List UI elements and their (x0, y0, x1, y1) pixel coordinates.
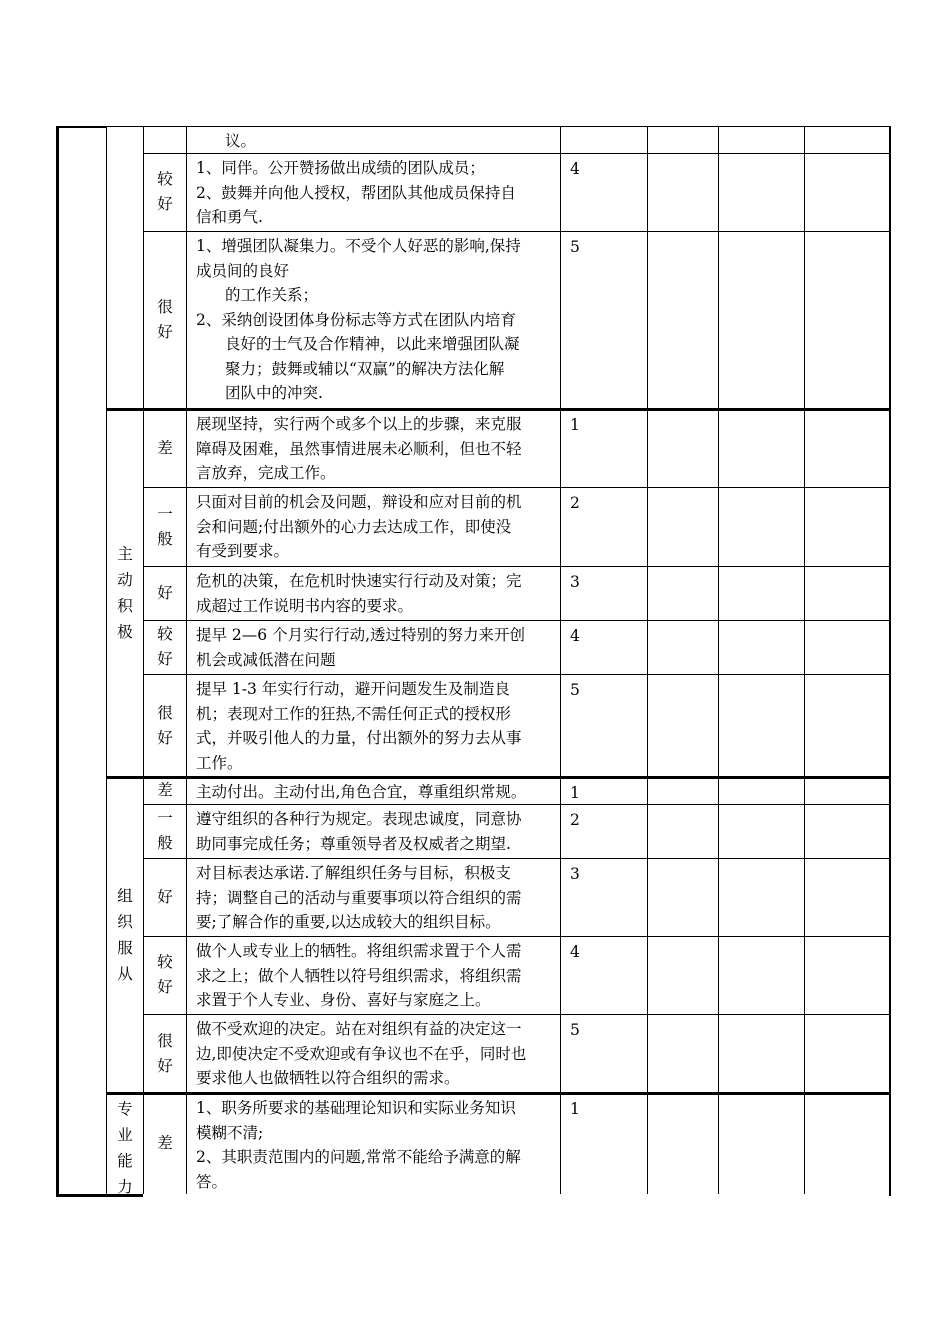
criteria-line: 障碍及困难，虽然事情进展未必顺利，但也不轻 (196, 439, 522, 458)
category-char: 业 (117, 1126, 133, 1144)
level-label: 好 (157, 888, 173, 906)
criteria-line: 模糊不清; (196, 1123, 264, 1142)
row-divider (143, 620, 889, 621)
category-label (107, 1096, 143, 1200)
criteria-line: 对目标表达承诺.了解组织任务与目标，积极支 (196, 864, 511, 882)
criteria-line: 会和问题;付出额外的心力去达成工作，即使没 (196, 517, 512, 536)
criteria-line: 良好的士气及合作精神，以此来增强团队凝 (225, 335, 520, 353)
level-label: 较好 (157, 170, 173, 213)
criteria-line: 遵守组织的各种行为规定。表现忠诚度，同意协 (196, 810, 522, 828)
section-divider (106, 776, 891, 779)
criteria-text (196, 156, 558, 230)
criteria-line: 的工作关系； (225, 286, 319, 304)
score-value: 3 (570, 573, 580, 591)
column-divider (718, 126, 719, 1194)
row-divider (143, 858, 889, 859)
criteria-line: 1、同伴。公开赞扬做出成绩的团队成员； (196, 159, 485, 177)
category-char: 极 (117, 623, 133, 641)
score-value: 5 (570, 1021, 580, 1039)
criteria-line: 要;了解合作的重要,以达成较大的组织目标。 (196, 913, 501, 931)
level-label: 很好 (157, 1032, 173, 1075)
criteria-line: 2、其职责范围内的问题,常常不能给予满意的解 (196, 1148, 521, 1166)
column-divider (186, 126, 187, 1194)
criteria-line: 2、鼓舞并向他人授权，帮团队其他成员保持自 (196, 183, 516, 202)
table-right-border (889, 126, 891, 1196)
score-value: 1 (570, 1100, 580, 1118)
category-char: 能 (117, 1152, 133, 1170)
criteria-line: 2、采纳创设团体身份标志等方式在团队内培育 (196, 310, 516, 329)
column-divider (560, 126, 561, 1194)
level-label: 很好 (157, 298, 173, 341)
criteria-text (196, 490, 558, 564)
criteria-line: 机会或减低潜在问题 (196, 650, 336, 669)
level-label: 一般 (157, 809, 173, 852)
category-char: 服 (117, 939, 133, 957)
table-left-border (56, 126, 59, 1197)
criteria-line: 式，并吸引他人的力量，付出额外的努力去从事 (196, 729, 522, 747)
criteria-line: 提早 1-3 年实行行动，避开问题发生及制造良 (196, 680, 510, 698)
criteria-line: 机；表现对工作的狂热,不需任何正式的授权形 (196, 704, 511, 723)
score-value: 4 (570, 160, 580, 178)
score-value: 5 (570, 238, 580, 256)
category-char: 积 (117, 597, 133, 615)
category-char: 动 (117, 571, 133, 589)
criteria-line: 助同事完成任务；尊重领导者及权威者之期望. (196, 834, 511, 853)
level-label: 差 (157, 1134, 173, 1152)
criteria-text (196, 1096, 558, 1194)
criteria-line: 做个人或专业上的牺牲。将组织需求置于个人需 (196, 942, 522, 960)
score-value: 1 (570, 416, 580, 434)
criteria-line: 1、增强团队凝集力。不受个人好恶的影响,保持 (196, 237, 521, 255)
criteria-line: 主动付出。主动付出,角色合宜，尊重组织常规。 (196, 783, 527, 801)
category-char: 力 (117, 1178, 133, 1196)
table-top-border (106, 126, 891, 127)
score-value: 2 (570, 494, 580, 512)
column-divider (647, 126, 648, 1194)
score-value: 1 (570, 784, 580, 802)
section-divider (106, 408, 891, 411)
criteria-text (196, 939, 558, 1013)
row-divider (143, 231, 889, 232)
row-divider (143, 674, 889, 675)
criteria-line: 答。 (196, 1172, 228, 1191)
criteria-line: 只面对目前的机会及问题，辩设和应对目前的机 (196, 493, 522, 511)
column-divider (804, 126, 805, 1194)
criteria-line: 1、职务所要求的基础理论知识和实际业务知识 (196, 1099, 516, 1117)
category-char: 从 (117, 965, 133, 983)
level-label: 差 (157, 439, 173, 457)
score-value: 4 (570, 943, 580, 961)
criteria-text (196, 1017, 558, 1091)
criteria-line: 危机的决策，在危机时快速实行行动及对策；完 (196, 572, 522, 590)
row-divider (143, 1014, 889, 1015)
criteria-text (196, 677, 558, 775)
row-divider (143, 487, 889, 488)
criteria-line: 要求他人也做牺牲以符合组织的需求。 (196, 1069, 460, 1087)
row-divider (143, 936, 889, 937)
criteria-line: 成员间的良好 (196, 261, 290, 280)
criteria-line: 议。 (225, 132, 257, 150)
category-char: 织 (117, 913, 133, 931)
level-label: 差 (157, 781, 173, 799)
criteria-line: 边,即使决定不受欢迎或有争议也不在乎，同时也 (196, 1044, 527, 1063)
score-value: 3 (570, 865, 580, 883)
criteria-text (196, 569, 558, 618)
criteria-text (196, 623, 558, 672)
criteria-line: 展现坚持，实行两个或多个以上的步骤，来克服 (196, 415, 522, 433)
score-value: 5 (570, 681, 580, 699)
level-label: 较好 (157, 625, 173, 668)
criteria-line: 言放弃，完成工作。 (196, 464, 336, 482)
score-value: 4 (570, 627, 580, 645)
level-label: 一般 (157, 505, 173, 548)
criteria-line: 持；调整自己的活动与重要事项以符合组织的需 (196, 888, 522, 907)
level-label: 好 (157, 584, 173, 602)
category-char: 主 (117, 545, 133, 563)
category-char: 专 (117, 1100, 133, 1118)
criteria-line: 工作。 (196, 753, 243, 772)
criteria-line: 信和勇气. (196, 208, 263, 226)
level-label: 很好 (157, 704, 173, 747)
score-value: 2 (570, 811, 580, 829)
column-divider (143, 126, 144, 1194)
criteria-line: 成超过工作说明书内容的要求。 (196, 596, 414, 615)
criteria-line: 做不受欢迎的决定。站在对组织有益的决定这一 (196, 1020, 522, 1038)
criteria-line: 有受到要求。 (196, 542, 290, 560)
level-label: 较好 (157, 953, 173, 996)
criteria-line: 提早 2—6 个月实行行动,透过特别的努力来开创 (196, 626, 526, 644)
section-divider (106, 1092, 891, 1095)
criteria-text (196, 129, 558, 154)
criteria-text (196, 234, 558, 406)
criteria-line: 求之上；做个人牺牲以符号组织需求，将组织需 (196, 966, 522, 985)
category-label (107, 541, 143, 645)
criteria-line: 求置于个人专业、身份、喜好与家庭之上。 (196, 991, 491, 1009)
criteria-text (196, 780, 558, 805)
criteria-text (196, 412, 558, 486)
row-divider (143, 566, 889, 567)
criteria-line: 聚力；鼓舞或辅以“双赢”的解决方法化解 (225, 359, 505, 378)
criteria-text (196, 807, 558, 856)
category-label (107, 883, 143, 987)
criteria-line: 团队中的冲突. (225, 384, 323, 402)
table-top-border (56, 126, 106, 128)
column-divider (106, 126, 107, 1194)
criteria-text (196, 861, 558, 935)
category-char: 组 (117, 887, 133, 905)
